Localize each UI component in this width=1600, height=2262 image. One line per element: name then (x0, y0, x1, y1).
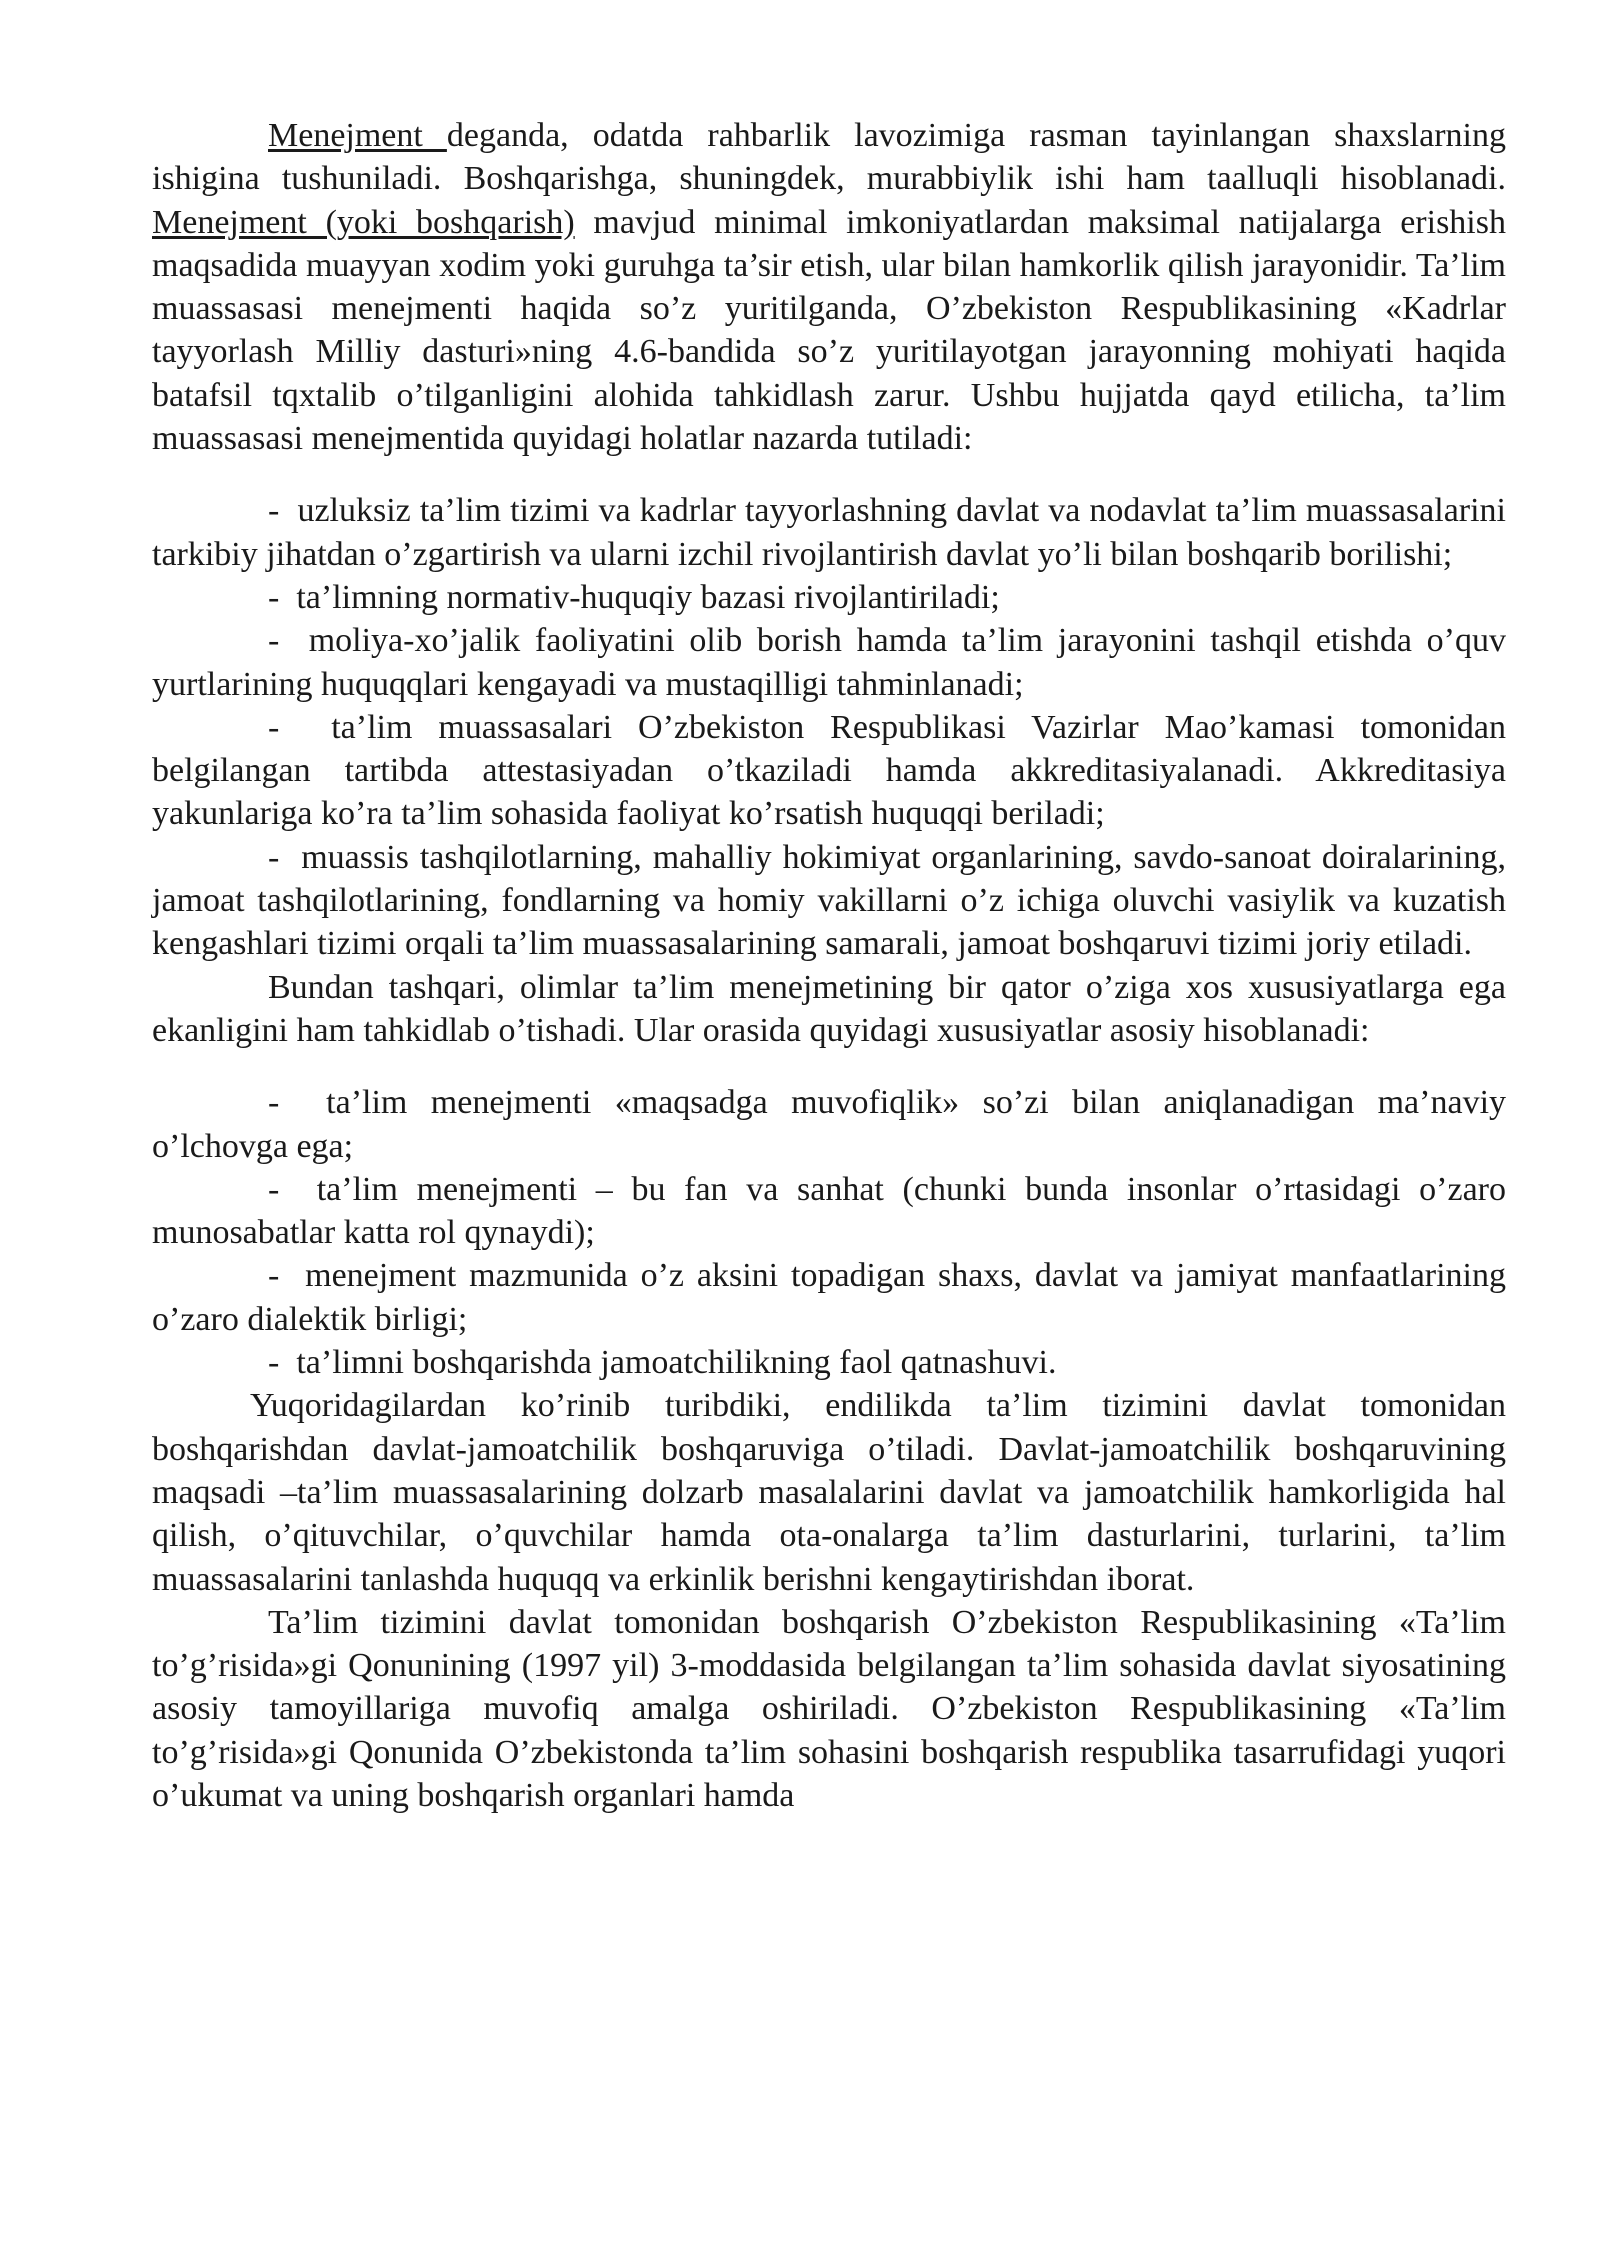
list-item-text: menejment mazmunida o’z aksini topadigan shaxs, davlat va jamiyat manfaatlarining o’zaro dialektik birligi; (152, 1257, 1507, 1338)
list-item-text: muassis tashqilotlarning, mahalliy hokimiyat organlarining, savdo-sanoat doiralarining, jamoat tashqilotlarining, fondlarning va homiy vakillarni o’z ichiga oluvchi vasiylik va kuzatish kengashlari tizimi orqali ta’lim muassasalarining samarali, jamoat boshqaruvi tizimi joriy etiladi. (152, 838, 1506, 963)
paragraph-yuqori: Yuqoridagilardan ko’rinib turibdiki, endilikda ta’lim tizimini davlat tomonidan boshqarishdan davlat-jamoatchilik boshqaruviga o’tiladi. Davlat-jamoatchilik boshqaruvining maqsadi –ta’lim muassasalarining dolzarb masalalarini davlat va jamoatchilik hamkorligida hal qilish, o’qituvchilar, o’quvchilar hamda ota-onalarga ta’lim dasturlarini, turlarini, ta’lim muassasalarini tanlashda huquqq va erkinlik berishni kengaytirishdan iborat. (152, 1387, 1506, 1598)
list-item-text: ta’lim muassasalari O’zbekiston Respublikasi Vazirlar Mao’kamasi tomonidan belgilangan tartibda attestasiyadan o’tkaziladi hamda akkreditasiyalanadi. Akkreditasiya yakunlariga ko’ra ta’lim sohasida faoliyat ko’rsatish huquqqi beriladi; (152, 708, 1506, 833)
list-bullet: - (268, 838, 280, 876)
list-item (152, 1081, 1506, 1168)
list-bullet: - (268, 578, 280, 616)
list-bullet: - (268, 492, 280, 530)
document-page (152, 114, 1506, 1817)
list-item-text: ta’limni boshqarishda jamoatchilikning faol qatnashuvi. (296, 1344, 1057, 1382)
list-item (152, 1168, 1506, 1255)
list-item (152, 489, 1506, 576)
paragraph-bundan: Bundan tashqari, olimlar ta’lim menejmetining bir qator o’ziga xos xususiyatlarga ega ekanligini ham tahkidlab o’tishadi. Ular orasida quyidagi xususiyatlar asosiy hisoblanadi: (152, 968, 1506, 1049)
term-menejment-boshqarish: Menejment (yoki boshqarish) (152, 203, 575, 241)
list-holatlar (152, 489, 1506, 965)
intro-text-2: mavjud minimal imkoniyatlardan maksimal natijalarga erishish maqsadida muayyan xodim yoki guruhga ta’sir etish, ular bilan hamkorlik qilish jarayonidir. Ta’lim muassasasi menejmenti haqida so’z yuritilganda, O’zbekiston Respublikasining «Kadrlar tayyorlash Milliy dasturi»ning 4.6-bandida so’z yuritilayotgan jarayonning mohiyati haqida batafsil tqxtalib o’tilganligini alohida tahkidlash zarur. Ushbu hujjatda qayd etilicha, ta’lim muassasasi menejmentida quyidagi holatlar nazarda tutiladi: (152, 203, 1506, 458)
list-bullet: - (268, 1084, 280, 1122)
list-item-text: ta’lim menejmenti «maqsadga muvofiqlik» so’zi bilan aniqlanadigan ma’naviy o’lchovga ega; (152, 1084, 1507, 1165)
list-bullet: - (268, 708, 280, 746)
list-bullet: - (268, 1344, 280, 1382)
list-bullet: - (268, 1170, 280, 1208)
list-item (152, 576, 1506, 619)
list-item-text: ta’limning normativ-huquqiy bazasi rivojlantiriladi; (296, 578, 1000, 616)
list-bullet: - (268, 1257, 280, 1295)
list-item (152, 836, 1506, 966)
list-xususiyatlar (152, 1081, 1506, 1384)
list-item-text: moliya-xo’jalik faoliyatini olib borish hamda ta’lim jarayonini tashqil etishda o’quv yurtlarining huquqqlari kengayadi va mustaqilligi tahminlanadi; (152, 622, 1507, 703)
list-item (152, 1341, 1506, 1384)
list-item (152, 619, 1506, 706)
list-item-text: ta’lim menejmenti – bu fan va sanhat (chunki bunda insonlar o’rtasidagi o’zaro munosabatlar katta rol qynaydi); (152, 1170, 1507, 1252)
paragraph-talim-tizimi: Ta’lim tizimini davlat tomonidan boshqarish O’zbekiston Respublikasining «Ta’lim to’g’risida»gi Qonunining (1997 yil) 3-moddasida belgilangan ta’lim sohasida davlat siyosatining asosiy tamoyillariga muvofiq amalga oshiriladi. O’zbekiston Respublikasining «Ta’lim to’g’risida»gi Qonunida O’zbekistonda ta’lim sohasini boshqarish respublika tasarrufidagi yuqori o’ukumat va uning boshqarish organlari hamda (152, 1603, 1506, 1814)
list-item (152, 706, 1506, 836)
term-menejment: Menejment (268, 117, 447, 154)
list-bullet: - (268, 622, 280, 660)
list-item (152, 1254, 1506, 1341)
paragraph-intro (152, 114, 1506, 460)
intro-text-1: deganda, odatda rahbarlik lavozimiga rasman tayinlangan shaxslarning ishigina tushuniladi. Boshqarishga, shuningdek, murabbiylik ishi ham taalluqli hisoblanadi. (152, 117, 1506, 198)
list-item-text: uzluksiz ta’lim tizimi va kadrlar tayyorlashning davlat va nodavlat ta’lim muassasalarini tarkibiy jihatdan o’zgartirish va ularni izchil rivojlantirish davlat yo’li bilan boshqarib borilishi; (152, 492, 1506, 573)
